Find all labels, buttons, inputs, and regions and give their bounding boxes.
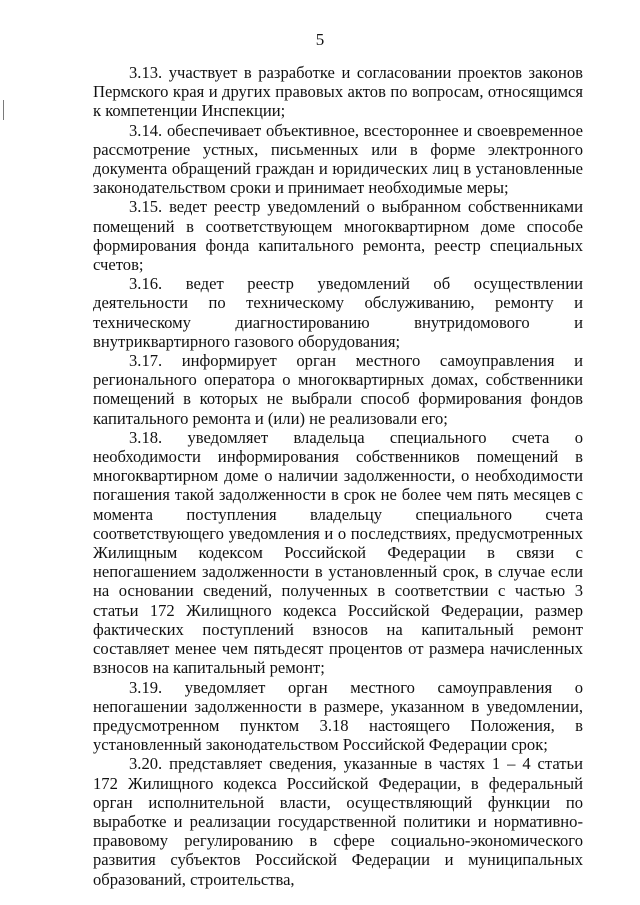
page-number: 5 [315,30,325,49]
paragraph-3-17: 3.17. информирует орган местного самоуправления и регионального оператора о многоквартирных домах, собственники помещений в которых не выбрали способ формирования фондов капитального ремонта и (или) не реализовали его; [93,351,583,428]
paragraph-3-18: 3.18. уведомляет владельца специального счета о необходимости информирования собственников помещений в многоквартирном доме о наличии задолженности, о необходимости погашения такой задолженности в срок не более чем пять месяцев с момента поступления владельцу специального счета соответствующего уведомления и о последствиях, предусмотренных Жилищным кодексом Российской Федерации в связи с непогашением задолженности в установленный срок, в случае если на основании сведений, полученных в соответствии с частью 3 статьи 172 Жилищного кодекса Российской Федерации, размер фактических поступлений взносов на капитальный ремонт составляет менее чем пятьдесят процентов от размера начисленных взносов на капитальный ремонт; [93,427,583,678]
paragraph-3-19: 3.19. уведомляет орган местного самоуправления о непогашении задолженности в размере, указанном в уведомлении, предусмотренном пунктом 3.18 настоящего Положения, в установленный законодательством Российской Федерации срок; [93,677,583,755]
paragraph-3-15: 3.15. ведет реестр уведомлений о выбранном собственниками помещений в соответствующем многоквартирном доме способе формирования фонда капитального ремонта, реестр специальных счетов; [93,197,583,275]
scan-edge-mark [3,100,4,120]
document-body [93,63,583,889]
paragraph-3-14: 3.14. обеспечивает объективное, всестороннее и своевременное рассмотрение устных, письменных или в форме электронного документа обращений граждан и юридических лиц в установленные законодательством сроки и принимает необходимые меры; [93,120,583,198]
paragraph-3-16: 3.16. ведет реестр уведомлений об осуществлении деятельности по техническому обслуживанию, ремонту и техническому диагностированию внутридомового и внутриквартирного газового оборудования; [93,274,583,351]
paragraph-3-13: 3.13. участвует в разработке и согласовании проектов законов Пермского края и других правовых актов по вопросам, относящимся к компетенции Инспекции; [93,63,583,121]
paragraph-3-20: 3.20. представляет сведения, указанные в частях 1 – 4 статьи 172 Жилищного кодекса Российской Федерации, в федеральный орган исполнительной власти, осуществляющий функции по выработке и реализации государственной политики и нормативно-правовому регулированию в сфере социально-экономического развития субъектов Российской Федерации и муниципальных образований, строительства, [93,754,583,889]
